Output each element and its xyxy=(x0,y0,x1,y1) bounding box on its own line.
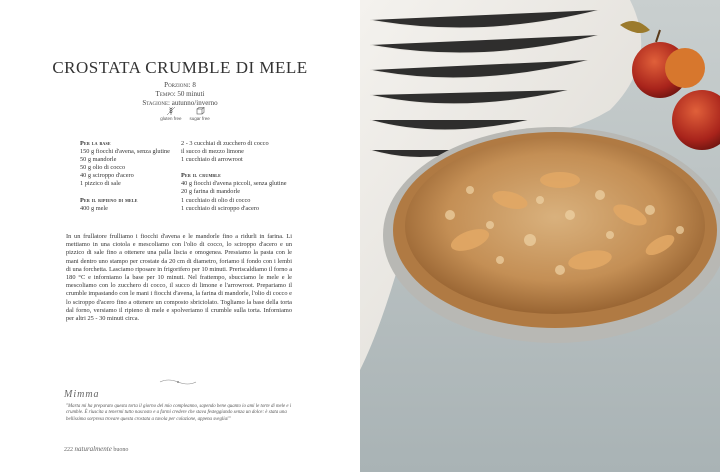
base-item: 50 g mandorle xyxy=(80,156,117,164)
book-brand: naturalmente xyxy=(74,445,112,453)
apple xyxy=(672,90,720,150)
book-brand-sub: buono xyxy=(113,447,129,453)
filling-item: 400 g mele xyxy=(80,204,108,212)
crumble-item: 1 cucchiaio di olio di cocco xyxy=(181,196,251,204)
gluten-free-badge xyxy=(160,106,181,124)
apple xyxy=(665,48,705,88)
portions-label: Porzioni: xyxy=(164,81,191,89)
crumble-heading: Per il crumble xyxy=(181,172,222,180)
page-footer xyxy=(64,445,128,453)
sugar-cube-icon xyxy=(195,106,205,116)
base-heading: Per la base xyxy=(80,140,111,147)
base-item: 40 g sciroppo d'acero xyxy=(80,172,134,180)
note-signature: Mimma xyxy=(64,389,100,400)
base-item: 50 g olio di cocco xyxy=(80,164,126,172)
extra-item: 1 cucchiaio di arrowroot xyxy=(181,156,243,164)
ingredients-right-column xyxy=(181,140,291,213)
apple-stem xyxy=(656,30,660,42)
crumble-topping xyxy=(405,138,705,314)
recipe-photo xyxy=(360,0,720,472)
time-label: Tempo: xyxy=(155,90,176,98)
filling-heading: Per il ripieno di mele xyxy=(80,196,138,204)
extra-item: il succo di mezzo limone xyxy=(181,148,244,156)
crumble-item: 1 cucchiaio di sciroppo d'acero xyxy=(181,204,260,212)
time-value: 50 minuti xyxy=(177,90,205,98)
crumble-item: 40 g fiocchi d'avena piccoli, senza glutine xyxy=(181,180,287,188)
ingredients-left-column xyxy=(80,140,180,213)
season-value: autunno/inverno xyxy=(171,99,218,107)
diet-badges xyxy=(150,106,220,124)
sugar-free-badge xyxy=(190,106,210,124)
page-number: 222 xyxy=(64,447,73,453)
gluten-free-label: gluten free xyxy=(160,116,182,121)
portions-line xyxy=(0,81,360,90)
recipe-title: CROSTATA CRUMBLE DI MELE xyxy=(52,58,308,77)
extra-item: 2 - 3 cucchiai di zucchero di cocco xyxy=(181,140,269,147)
portions-value: 8 xyxy=(192,81,196,89)
base-item: 150 g fiocchi d'avena, senza glutine xyxy=(80,148,170,156)
apple-crumble-photo xyxy=(360,0,720,472)
season-label: Stagione: xyxy=(142,99,170,107)
time-line xyxy=(0,90,360,99)
base-item: 1 pizzico di sale xyxy=(80,180,121,188)
sugar-free-label: sugar free xyxy=(189,116,210,121)
method-text: In un frullatore frulliamo i fiocchi d'avena e le mandorle fino a ridurli in farina. Li mettiamo in una ciotola e mescoliamo con l'olio di cocco, lo sciroppo d'acero e un pizzico di sale fino a ottenere una palla liscia e omogenea. Pressiamo la pasta con le mani dentro uno stampo per crostate da 20 cm di diametro, foriamo il fondo con i lembi di una forchetta. Lasciamo riposare in frigorifero per 10 minuti. Preriscaldiamo il forno a 180 °C e inforniamo la base per 10 minuti. Nel frattempo, sbucciamo le mele e le mescoliamo con lo zucchero di cocco, il succo di limone e l'arrowroot. Prepariamo il crumble impastando con le mani i fiocchi d'avena, la farina di mandorle, l'olio di cocco e lo sciroppo d'acero fino a ottenere un composto sbriciolato. Togliamo la base della torta dal forno, versiamo il ripieno di mele e spolveriamo il crumble sulla torta. Inforniamo per altri 25 - 30 minuti circa. xyxy=(66,233,293,323)
note-text: "Marta mi ha preparato questa torta il giorno del mio compleanno, sapendo bene quanto io ami le torte di mele e i crumble. È riuscita a tenermi tutto nascosto e a farmi credere che stava festeggiando senza un dolce: è stata una bellissima sorpresa trovare questa crostata a tavola per colazione, appena sveglia!" xyxy=(66,404,292,422)
wheat-icon xyxy=(166,106,176,116)
ornament-divider xyxy=(158,378,198,386)
recipe-meta xyxy=(0,81,360,108)
crumble-item: 20 g farina di mandorle xyxy=(181,188,241,196)
